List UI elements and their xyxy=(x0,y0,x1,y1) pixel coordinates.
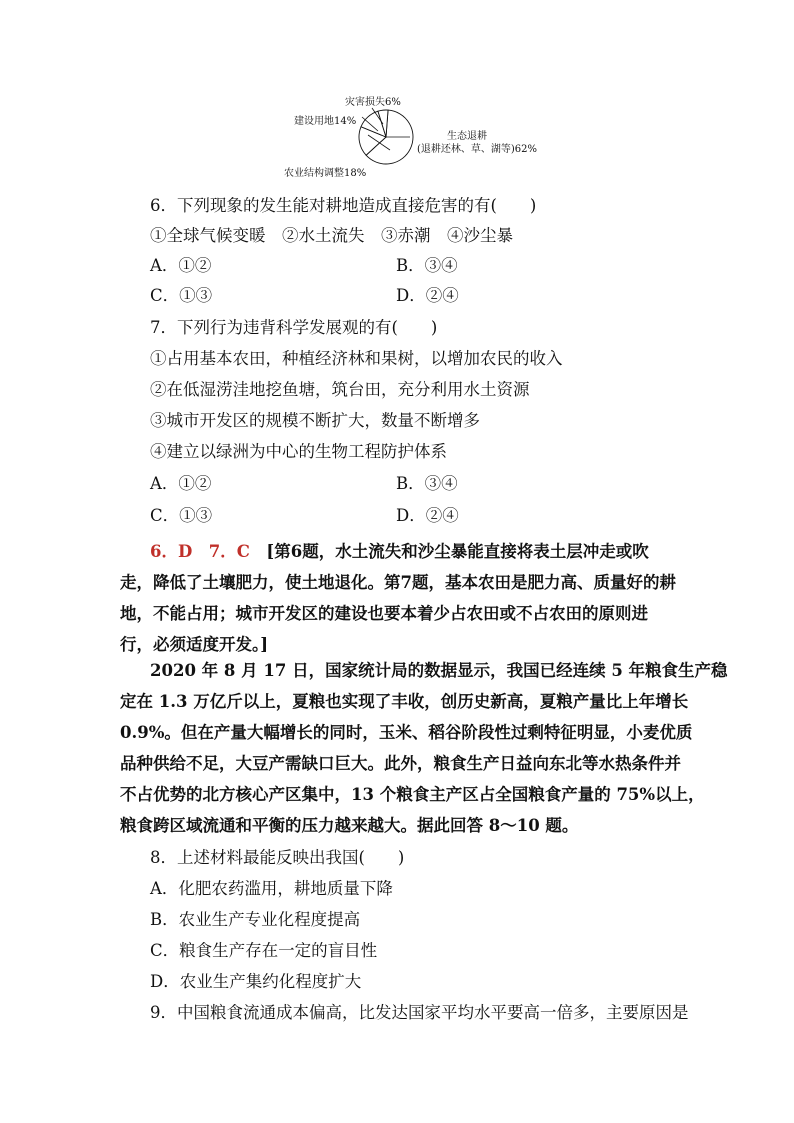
q6-items: ①全球气候变暖 ②水土流失 ③赤潮 ④沙尘暴 xyxy=(150,226,513,245)
q8-option-c: C．粮食生产存在一定的盲目性 xyxy=(150,941,378,960)
slice-label-disaster: 灾害损失6% xyxy=(345,97,401,108)
passage-line-3: 0.9%。但在产量大幅增长的同时，玉米、稻谷阶段性过剩特征明显，小麦优质 xyxy=(120,723,693,742)
q7-item-3: ③城市开发区的规模不断扩大，数量不断增多 xyxy=(150,411,480,430)
pie-chart xyxy=(270,88,570,183)
q6-option-d: D．②④ xyxy=(396,286,459,305)
slice-label-construction: 建设用地14% xyxy=(294,116,357,127)
q7-item-2: ②在低湿涝洼地挖鱼塘，筑台田，充分利用水土资源 xyxy=(150,380,530,399)
q7-option-d: D．②④ xyxy=(396,506,459,525)
passage-line-2: 定在 1.3 万亿斤以上，夏粮也实现了丰收，创历史新高，夏粮产量比上年增长 xyxy=(120,692,689,711)
slice-label-structure: 农业结构调整18% xyxy=(284,168,367,179)
q8-option-b: B．农业生产专业化程度提高 xyxy=(150,910,361,929)
slice-label-ecological: 生态退耕 xyxy=(447,131,487,142)
q7-option-c: C．①③ xyxy=(150,506,213,525)
passage-line-4: 品种供给不足，大豆产需缺口巨大。此外，粮食生产日益向东北等水热条件并 xyxy=(120,754,681,773)
passage-line-6: 粮食跨区域流通和平衡的压力越来越大。据此回答 8～10 题。 xyxy=(120,816,579,835)
q6-option-c: C．①③ xyxy=(150,286,213,305)
q7-item-4: ④建立以绿洲为中心的生物工程防护体系 xyxy=(150,442,447,461)
q7-option-a: A．①② xyxy=(150,474,212,493)
answer-text: [第6题，水土流失和沙尘暴能直接将表土层冲走或吹走，降低了土壤肥力，使土地退化。第7题，基本农田是肥力高、质量好的耕地，不能占用；城市开发区的建设也要本着少占农田或不占农田的原则进行，必须适度开发。] xyxy=(120,542,676,654)
slice-label-ecological-detail: (退耕还林、草、湖等)62% xyxy=(417,144,538,155)
q8-stem: 8．上述材料最能反映出我国( ) xyxy=(150,848,405,867)
q6-stem: 6．下列现象的发生能对耕地造成直接危害的有( ) xyxy=(150,196,537,215)
answer-key: 6．D 7．C xyxy=(150,542,250,561)
q9-stem: 9．中国粮食流通成本偏高，比发达国家平均水平要高一倍多，主要原因是 xyxy=(150,1003,689,1022)
q6-option-b: B．③④ xyxy=(396,256,458,275)
q6-option-a: A．①② xyxy=(150,256,212,275)
q8-option-d: D．农业生产集约化程度扩大 xyxy=(150,972,362,991)
q7-item-1: ①占用基本农田，种植经济林和果树，以增加农民的收入 xyxy=(150,349,563,368)
q7-option-b: B．③④ xyxy=(396,474,458,493)
passage-line-5: 不占优势的北方核心产区集中，13 个粮食主产区占全国粮食产量的 75%以上， xyxy=(120,785,705,804)
q7-stem: 7．下列行为违背科学发展观的有( ) xyxy=(150,318,438,337)
q8-option-a: A．化肥农药滥用，耕地质量下降 xyxy=(150,879,393,898)
passage-line-1: 2020 年 8 月 17 日，国家统计局的数据显示，我国已经连续 5 年粮食生产稳 xyxy=(150,661,728,680)
answer-explanation xyxy=(120,536,680,660)
